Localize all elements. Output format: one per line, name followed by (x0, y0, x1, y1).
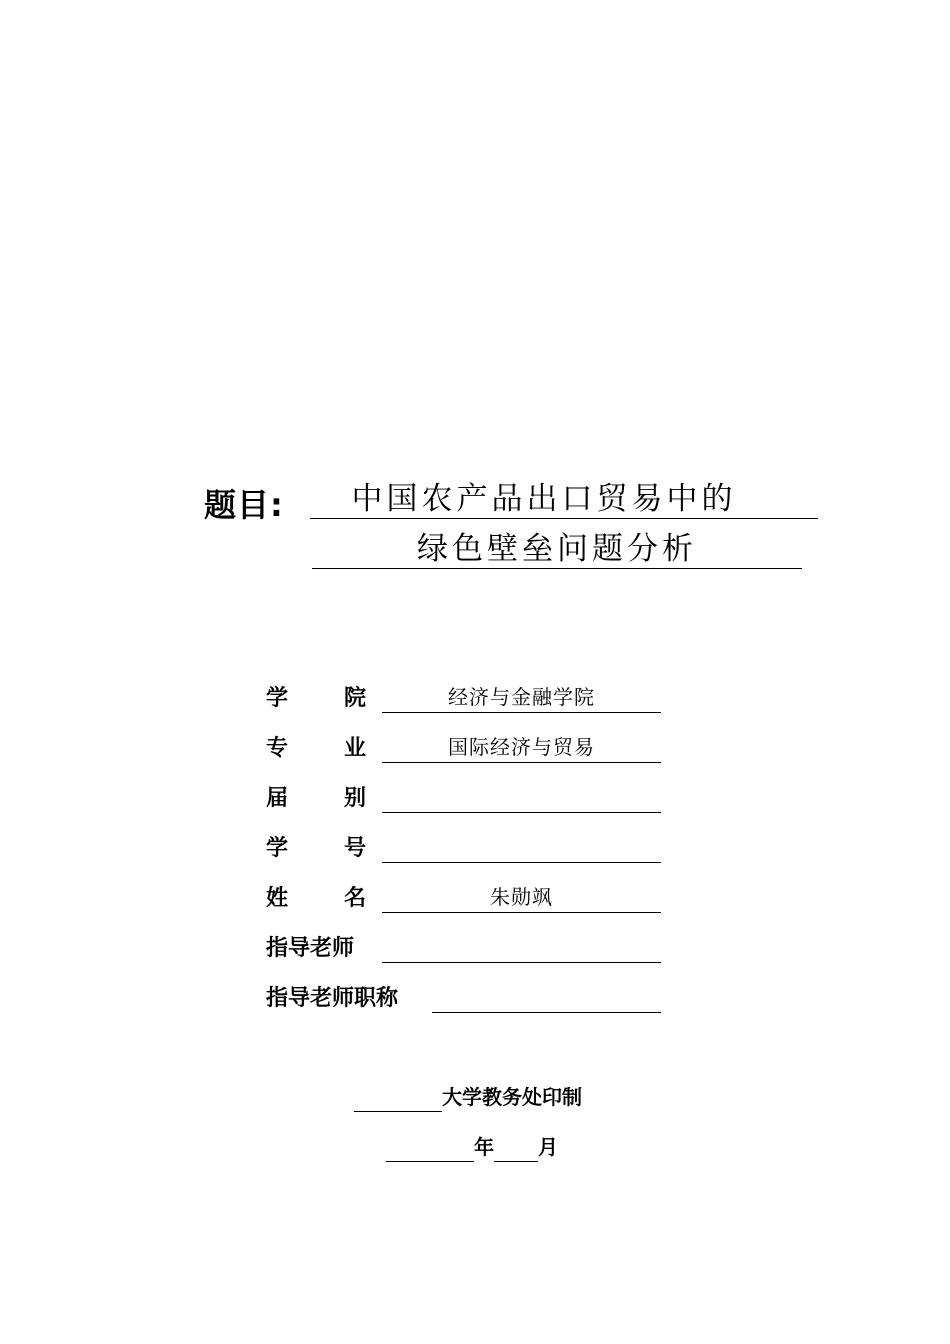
printed-by-line (354, 1082, 582, 1112)
university-name-blank (354, 1091, 442, 1112)
thesis-title-part-2: 绿色壁垒问题分析 (417, 531, 697, 567)
printed-by-text: 大学教务处印制 (442, 1085, 582, 1109)
field-label-advisor-title: 指导老师职称 (266, 986, 399, 1011)
field-value-advisor (382, 932, 661, 963)
field-label-name: 姓 名 (266, 886, 366, 911)
field-value-college: 经济与金融学院 (382, 682, 661, 713)
field-label-major: 专 业 (266, 736, 366, 761)
year-blank (386, 1141, 474, 1162)
month-blank (494, 1141, 538, 1162)
field-label-college: 学 院 (266, 686, 366, 711)
field-value-advisor-title (432, 982, 661, 1013)
field-label-class-year: 届 别 (266, 786, 366, 811)
field-value-class-year (382, 782, 661, 813)
field-value-major: 国际经济与贸易 (382, 732, 661, 763)
title-line-2 (312, 526, 802, 569)
field-value-name: 朱勋飒 (382, 882, 661, 913)
field-label-advisor: 指导老师 (266, 936, 355, 961)
year-label: 年 (474, 1135, 494, 1159)
field-label-student-id: 学 号 (266, 836, 366, 861)
title-line-1 (310, 476, 818, 519)
date-line (386, 1132, 558, 1162)
title-label: 题目: (204, 486, 284, 524)
month-label: 月 (538, 1135, 558, 1159)
field-value-student-id (382, 832, 661, 863)
thesis-title-part-1: 中国农产品出口贸易中的 (351, 481, 737, 517)
